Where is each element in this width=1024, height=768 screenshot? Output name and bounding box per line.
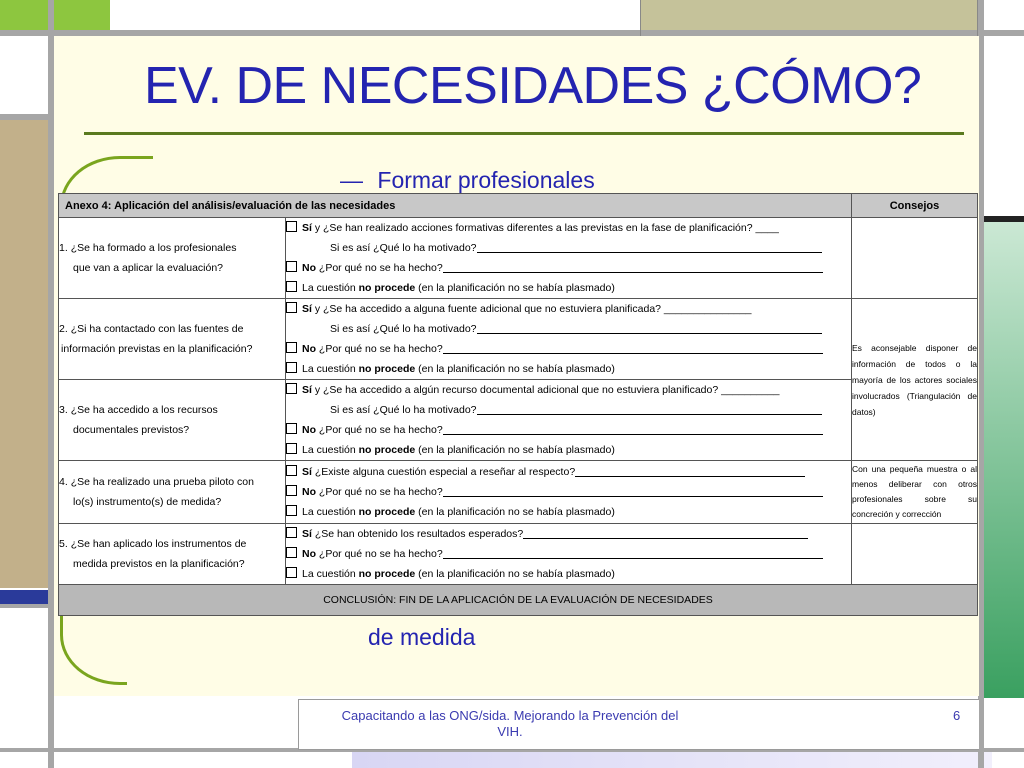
table-row xyxy=(59,380,978,461)
option-text: ¿Existe alguna cuestión especial a reseñar al respecto? xyxy=(311,466,576,478)
option-text: ¿Por qué no se ha hecho? xyxy=(316,343,443,355)
consejo-prueba-piloto: Con una pequeña muestra o al menos deliberar con otros profesionales sobre su concreción y corrección xyxy=(852,461,978,524)
bullet-text: Formar profesionales xyxy=(377,167,595,193)
option-text: ¿Por qué no se ha hecho? xyxy=(316,548,443,560)
answer-line[interactable] xyxy=(477,320,822,334)
checkbox-no-procede[interactable] xyxy=(286,362,297,373)
option-text: (en la planificación no se había plasmado) xyxy=(415,568,615,580)
checkbox-si[interactable] xyxy=(286,221,297,232)
option-text: (en la planificación no se había plasmado) xyxy=(415,282,615,294)
option-label: No xyxy=(302,262,316,274)
checkbox-no[interactable] xyxy=(286,423,297,434)
question-number: 3. xyxy=(59,404,68,416)
checkbox-si[interactable] xyxy=(286,383,297,394)
question-text: que van a aplicar la evaluación? xyxy=(73,262,224,274)
option-text: ¿Por qué no se ha hecho? xyxy=(316,424,443,436)
question-text: ¿Si ha contactado con las fuentes de xyxy=(70,323,244,335)
consejo-triangulacion: Es aconsejable disponer de información de todos o la mayoría de los actores sociales involucrados (Triangulación de datos) xyxy=(852,299,978,461)
options-cell xyxy=(286,218,852,299)
answer-line[interactable] xyxy=(443,340,823,354)
conclusion-row xyxy=(59,585,978,616)
option-label: no procede xyxy=(358,506,416,518)
option-label: no procede xyxy=(358,282,416,294)
annex-table xyxy=(58,193,978,616)
table-row xyxy=(59,299,978,380)
option-text: ¿Por qué no se ha hecho? xyxy=(316,262,443,274)
option-label: Sí xyxy=(302,528,312,540)
question-text: lo(s) instrumento(s) de medida? xyxy=(73,496,222,508)
option-text: La cuestión xyxy=(302,506,359,518)
consejo-cell-empty xyxy=(852,218,978,299)
question-text: ¿Se ha accedido a los recursos xyxy=(70,404,218,416)
left-tan-block xyxy=(0,120,48,588)
answer-line[interactable] xyxy=(443,259,823,273)
checkbox-no[interactable] xyxy=(286,342,297,353)
question-text: ¿Se ha realizado una prueba piloto con xyxy=(70,476,254,488)
bottom-lavender-block xyxy=(352,752,992,768)
table-row xyxy=(59,461,978,524)
question-number: 2. xyxy=(59,323,68,335)
top-left-green-block xyxy=(0,0,110,30)
option-text: (en la planificación no se había plasmado) xyxy=(415,363,615,375)
option-label: No xyxy=(302,424,316,436)
option-label: No xyxy=(302,343,316,355)
option-text: La cuestión xyxy=(302,282,359,294)
option-label: No xyxy=(302,486,316,498)
motivo-label: Si es así ¿Qué lo ha motivado? xyxy=(330,404,477,416)
table-row xyxy=(59,218,978,299)
checkbox-no-procede[interactable] xyxy=(286,443,297,454)
option-text: La cuestión xyxy=(302,568,359,580)
answer-line[interactable] xyxy=(477,239,822,253)
question-text: ¿Se han aplicado los instrumentos de xyxy=(70,538,247,550)
slide-title: EV. DE NECESIDADES ¿CÓMO? xyxy=(144,57,922,115)
page-number: 6 xyxy=(953,708,961,723)
option-label: Sí xyxy=(302,222,312,234)
table-heading: Anexo 4: Aplicación del análisis/evaluación de las necesidades xyxy=(59,194,852,218)
question-cell xyxy=(59,299,286,380)
answer-line[interactable] xyxy=(443,483,823,497)
option-label: no procede xyxy=(358,444,416,456)
question-cell xyxy=(59,524,286,585)
question-text: información previstas en la planificación? xyxy=(61,343,253,355)
option-text: y ¿Se ha accedido a alguna fuente adicional que no estuviera planificada? _______________ xyxy=(311,303,752,315)
option-text: ¿Se han obtenido los resultados esperados? xyxy=(311,528,524,540)
conclusion-text: CONCLUSIÓN: FIN DE LA APLICACIÓN DE LA EVALUACIÓN DE NECESIDADES xyxy=(59,585,978,616)
question-number: 1. xyxy=(59,242,68,254)
option-label: Sí xyxy=(302,303,312,315)
answer-line[interactable] xyxy=(575,463,805,477)
table-row xyxy=(59,524,978,585)
bullet-item xyxy=(340,167,595,194)
option-text: (en la planificación no se había plasmado) xyxy=(415,444,615,456)
motivo-label: Si es así ¿Qué lo ha motivado? xyxy=(330,242,477,254)
option-label: Sí xyxy=(302,466,312,478)
option-text: (en la planificación no se había plasmado) xyxy=(415,506,615,518)
title-underline xyxy=(84,132,964,135)
option-text: La cuestión xyxy=(302,444,359,456)
question-cell xyxy=(59,218,286,299)
checkbox-si[interactable] xyxy=(286,527,297,538)
checkbox-si[interactable] xyxy=(286,302,297,313)
option-text: y ¿Se ha accedido a algún recurso documental adicional que no estuviera planificado? __________ xyxy=(311,384,780,396)
option-text: y ¿Se han realizado acciones formativas diferentes a las previstas en la fase de planificación? ____ xyxy=(311,222,779,234)
bullet-dash: — xyxy=(340,167,363,193)
frame-bar xyxy=(0,114,48,120)
checkbox-no[interactable] xyxy=(286,485,297,496)
checkbox-si[interactable] xyxy=(286,465,297,476)
checkbox-no[interactable] xyxy=(286,261,297,272)
question-cell xyxy=(59,461,286,524)
right-green-block xyxy=(984,222,1024,698)
question-number: 5. xyxy=(59,538,68,550)
checkbox-no[interactable] xyxy=(286,547,297,558)
checkbox-no-procede[interactable] xyxy=(286,505,297,516)
frame-bar xyxy=(984,216,1024,222)
question-cell xyxy=(59,380,286,461)
bullet-continuation: de medida xyxy=(368,624,476,650)
answer-line[interactable] xyxy=(443,421,823,435)
answer-line[interactable] xyxy=(523,525,808,539)
question-text: documentales previstos? xyxy=(73,424,190,436)
answer-line[interactable] xyxy=(443,545,823,559)
footer-text: Capacitando a las ONG/sida. Mejorando la Prevención del VIH. xyxy=(341,708,679,739)
question-number: 4. xyxy=(59,476,68,488)
consejos-header: Consejos xyxy=(852,194,978,218)
option-text: ¿Por qué no se ha hecho? xyxy=(316,486,443,498)
options-cell xyxy=(286,299,852,380)
option-text: La cuestión xyxy=(302,363,359,375)
checkbox-no-procede[interactable] xyxy=(286,281,297,292)
checkbox-no-procede[interactable] xyxy=(286,567,297,578)
options-cell xyxy=(286,380,852,461)
options-cell xyxy=(286,524,852,585)
consejo-cell-empty xyxy=(852,524,978,585)
answer-line[interactable] xyxy=(477,401,822,415)
left-navy-stripe xyxy=(0,590,48,604)
option-label: Sí xyxy=(302,384,312,396)
table-header-row xyxy=(59,194,978,218)
question-text: ¿Se ha formado a los profesionales xyxy=(70,242,237,254)
option-label: no procede xyxy=(358,363,416,375)
motivo-label: Si es así ¿Qué lo ha motivado? xyxy=(330,323,477,335)
options-cell xyxy=(286,461,852,524)
option-label: No xyxy=(302,548,316,560)
frame-bar xyxy=(0,604,48,608)
option-label: no procede xyxy=(358,568,416,580)
question-text: medida previstos en la planificación? xyxy=(73,558,245,570)
